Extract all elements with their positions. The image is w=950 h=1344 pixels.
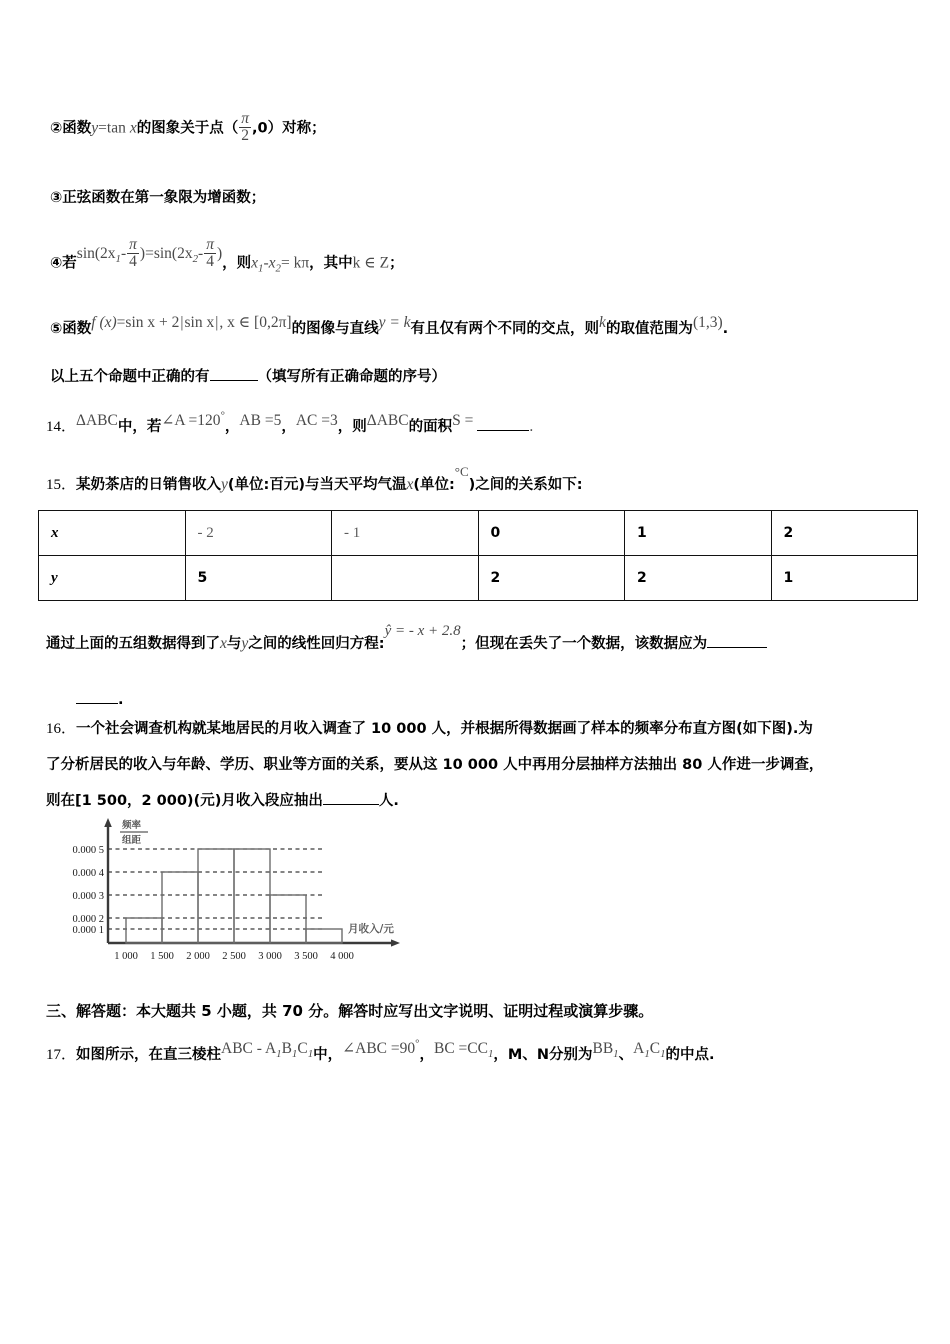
q17-comma-2: ， bbox=[493, 1047, 508, 1063]
q14-comma-1: ， bbox=[224, 419, 240, 435]
item2-fraction-numerator: π bbox=[241, 110, 250, 127]
q16-text-line-3a: 则在[1 500，2 000)(元)月收入段应抽出 bbox=[46, 793, 323, 809]
item2-marker: ② bbox=[50, 120, 63, 137]
table-cell-x-2: - 1 bbox=[332, 511, 479, 556]
proposition-item-3 bbox=[50, 186, 265, 207]
q17-bb1: BB bbox=[592, 1040, 614, 1057]
q17-bb1-sub: 1 bbox=[613, 1048, 619, 1061]
q17-prism-c: C bbox=[297, 1040, 308, 1057]
q14-text-1: 中，若 bbox=[117, 419, 162, 435]
summary-text-after: （填写所有正确命题的序号） bbox=[257, 369, 446, 385]
section-3-heading bbox=[46, 1000, 653, 1021]
y-tick-labels bbox=[73, 845, 105, 936]
q15-answer-blank-part2[interactable] bbox=[76, 688, 118, 704]
q17-a1c1-a: A bbox=[633, 1040, 645, 1057]
question-16-line-3 bbox=[46, 789, 399, 810]
q17-bc-condition bbox=[433, 1040, 494, 1061]
item2-tail-text: 对称； bbox=[282, 120, 326, 137]
propositions-summary bbox=[50, 365, 446, 386]
histogram-svg bbox=[48, 812, 418, 990]
q15-regression-equation: ŷ = - x + 2.8 bbox=[384, 623, 461, 639]
question-15-continuation bbox=[46, 623, 767, 653]
y-tick-0.0005: 0.000 5 bbox=[72, 845, 104, 856]
item4-lead: 若 bbox=[62, 255, 77, 272]
item2-equals: = bbox=[98, 119, 107, 137]
proposition-item-2 bbox=[50, 112, 326, 146]
item4-marker: ④ bbox=[50, 255, 63, 272]
x-tick-3000: 3 000 bbox=[258, 951, 282, 962]
item2-tan: tan bbox=[106, 119, 126, 137]
x-tick-3500: 3 500 bbox=[294, 951, 318, 962]
proposition-item-5 bbox=[50, 314, 729, 338]
y-tick-0.0004: 0.000 4 bbox=[72, 868, 104, 879]
question-16-line-2 bbox=[46, 753, 823, 774]
x-tick-2500: 2 500 bbox=[222, 951, 246, 962]
item2-mid-text: 的图象关于点（ bbox=[136, 120, 239, 137]
item4-x1-sub: 1 bbox=[258, 262, 264, 275]
q17-prism-sub-3: 1 bbox=[307, 1048, 314, 1061]
q17-angle-condition bbox=[342, 1037, 420, 1057]
q15-answer-blank-part1[interactable] bbox=[707, 632, 767, 648]
item5-range-value: (1,3) bbox=[692, 314, 723, 331]
item5-mid-text-3: 的取值范围为 bbox=[605, 321, 693, 337]
q15-data-table bbox=[38, 510, 918, 601]
item2-variable: x bbox=[129, 119, 137, 137]
q14-comma-3: ，则 bbox=[337, 419, 367, 435]
q14-number: 14． bbox=[46, 419, 77, 435]
q17-prism-sub-2: 1 bbox=[291, 1048, 298, 1061]
table-row-label-x: x bbox=[39, 511, 186, 556]
item4-frac-num-left: π bbox=[129, 236, 137, 253]
q17-prism-abc: ABC - A bbox=[221, 1040, 277, 1057]
q17-prism-name bbox=[221, 1040, 314, 1061]
q15-after-e: . bbox=[118, 692, 124, 708]
q14-comma-2: ， bbox=[281, 419, 296, 435]
item4-mid-text: ，则 bbox=[222, 255, 252, 272]
q17-prism-sub-1: 1 bbox=[276, 1048, 282, 1061]
q14-angle-a: ∠A =120 bbox=[161, 412, 221, 429]
table-cell-x-4: 1 bbox=[625, 511, 772, 556]
item4-fraction-pi-over-4-right bbox=[204, 237, 216, 271]
proposition-item-4 bbox=[50, 236, 404, 281]
q17-bc-equation: BC =CC bbox=[433, 1040, 488, 1057]
table-row-x bbox=[39, 511, 918, 556]
table-cell-y-4: 2 bbox=[625, 556, 772, 601]
q16-answer-blank[interactable] bbox=[323, 789, 379, 805]
table-cell-y-5: 1 bbox=[771, 556, 918, 601]
item5-equals: = bbox=[116, 314, 126, 331]
item5-abs-content: sin x bbox=[184, 314, 215, 331]
q15-after-c: 之间的线性回归方程: bbox=[248, 636, 385, 652]
q17-angle-abc: ∠ABC =90 bbox=[342, 1040, 416, 1057]
item2-fraction-denominator: 2 bbox=[241, 127, 249, 145]
q17-a1c1-c: C bbox=[649, 1040, 661, 1057]
table-row-label-y: y bbox=[39, 556, 186, 601]
q15-after-a: 通过上面的五组数据得到了 bbox=[46, 636, 220, 652]
q17-bb1-segment bbox=[592, 1040, 619, 1061]
q14-end: . bbox=[529, 418, 534, 435]
y-axis-arrow bbox=[104, 818, 112, 827]
item5-function-def bbox=[91, 316, 291, 331]
item4-equals: = bbox=[145, 245, 154, 263]
item5-end: . bbox=[722, 321, 729, 337]
y-axis-label-numerator: 频率 bbox=[122, 820, 142, 831]
q15-stem-a: 某奶茶店的日销售收入 bbox=[76, 477, 222, 493]
q15-y-variable: y bbox=[221, 476, 228, 493]
item3-text: 正弦函数在第一象限为增函数； bbox=[62, 190, 266, 206]
x-tick-labels bbox=[114, 951, 354, 962]
q15-unit-celsius: °C bbox=[454, 464, 469, 479]
question-14 bbox=[46, 409, 534, 436]
x-axis-arrow bbox=[391, 939, 400, 946]
q15-stem-d: )之间的关系如下: bbox=[468, 477, 583, 493]
q14-angle-condition bbox=[161, 409, 225, 429]
q14-area-symbol: S = bbox=[452, 412, 474, 429]
item4-x1: x bbox=[251, 254, 259, 272]
table-row-y bbox=[39, 556, 918, 601]
q14-text-2: 的面积 bbox=[408, 419, 453, 435]
item4-difference-minus: - bbox=[263, 254, 269, 272]
item4-k-in-z: k ∈ Z bbox=[352, 254, 390, 272]
item5-f-of-x: f (x) bbox=[91, 314, 117, 331]
q17-comma-3: 、 bbox=[618, 1047, 634, 1063]
item4-paren-left: ) bbox=[139, 245, 146, 263]
q17-text-1: 中， bbox=[313, 1047, 343, 1063]
bar-1000-1500 bbox=[126, 918, 162, 943]
summary-answer-blank[interactable] bbox=[210, 365, 258, 381]
item4-x2-sub: 2 bbox=[275, 262, 281, 275]
x-tick-1000: 1 000 bbox=[114, 951, 138, 962]
y-axis-label-denominator: 组距 bbox=[122, 835, 142, 846]
q15-number: 15． bbox=[46, 477, 77, 493]
section-3-heading-text: 三、解答题：本大题共 5 小题，共 70 分。解答时应写出文字说明、证明过程或演算步骤。 bbox=[46, 1002, 654, 1020]
histogram-bars bbox=[126, 849, 342, 943]
bar-3000-3500 bbox=[270, 895, 306, 943]
question-17 bbox=[46, 1037, 715, 1066]
item4-end: ； bbox=[389, 255, 404, 272]
item2-lead: 函数 bbox=[62, 120, 92, 137]
q14-ab-length: AB =5 bbox=[239, 412, 282, 429]
q17-comma-1: ， bbox=[419, 1047, 434, 1063]
item4-sub-1: 1 bbox=[115, 253, 121, 266]
q15-stem-c: (单位: bbox=[413, 477, 455, 493]
item2-fraction-pi-over-2 bbox=[239, 111, 251, 145]
item3-marker: ③ bbox=[50, 190, 63, 206]
item4-frac-den-left: 4 bbox=[129, 253, 137, 271]
x-tick-2000: 2 000 bbox=[186, 951, 210, 962]
item4-paren-right: ) bbox=[216, 245, 223, 263]
item5-mid-text-2: 有且仅有两个不同的交点，则 bbox=[410, 321, 600, 337]
q15-after-d: ；但现在丢失了一个数据，该数据应为 bbox=[460, 636, 708, 652]
q16-text-line-1: 一个社会调查机构就某地居民的月收入调查了 10 000 人，并根据所得数据画了样本的频率分布直方图(如下图).为 bbox=[76, 721, 813, 737]
bar-1500-2000 bbox=[162, 872, 198, 943]
x-tick-1500: 1 500 bbox=[150, 951, 174, 962]
item4-tail-text: ，其中 bbox=[309, 255, 353, 272]
q17-degree: ° bbox=[415, 1037, 420, 1050]
x-tick-4000: 4 000 bbox=[330, 951, 354, 962]
x-axis-label: 月收入/元 bbox=[348, 923, 394, 935]
q15-x-variable: x bbox=[406, 476, 414, 493]
item2-coordinate: ,0） bbox=[252, 120, 283, 137]
q17-number: 17． bbox=[46, 1047, 77, 1063]
item5-marker: ⑤ bbox=[50, 321, 63, 337]
item4-minus-left: - bbox=[120, 245, 127, 263]
question-15-answer-line-2 bbox=[76, 688, 124, 709]
item5-abs-bar-close: | bbox=[215, 314, 219, 331]
item2-function-var: y bbox=[91, 119, 99, 137]
q15-after-b: 与 bbox=[226, 636, 242, 652]
item4-sin-left: sin(2x bbox=[76, 245, 116, 263]
item4-equation bbox=[76, 236, 223, 271]
q14-triangle-1: ΔABC bbox=[76, 412, 118, 429]
item4-frac-num-right: π bbox=[206, 236, 214, 253]
question-16-line-1 bbox=[46, 717, 813, 738]
q17-mn-points: M、N bbox=[507, 1047, 549, 1063]
q17-a1c1-segment bbox=[633, 1040, 666, 1061]
summary-text-before: 以上五个命题中正确的有 bbox=[50, 369, 210, 385]
gridlines bbox=[108, 849, 323, 929]
item5-mid-text-1: 的图像与直线 bbox=[291, 321, 379, 337]
frequency-distribution-histogram bbox=[48, 812, 418, 990]
q17-prism-b: B bbox=[281, 1040, 292, 1057]
item5-line-eq-text: y = k bbox=[378, 314, 411, 331]
q15-stem-b: (单位:百元)与当天平均气温 bbox=[227, 477, 407, 493]
item4-frac-den-right: 4 bbox=[206, 253, 214, 271]
item5-k-variable: k bbox=[599, 314, 606, 331]
item4-fraction-pi-over-4-left bbox=[127, 237, 139, 271]
item4-result: = kπ bbox=[280, 254, 310, 272]
bar-3500-4000 bbox=[306, 929, 342, 943]
q15-after-x: x bbox=[220, 635, 227, 652]
item4-sin-right: sin(2x bbox=[153, 245, 193, 263]
table-cell-y-3: 2 bbox=[478, 556, 625, 601]
q16-number: 16． bbox=[46, 721, 77, 737]
q16-text-line-2: 了分析居民的收入与年龄、学历、职业等方面的关系，要从这 10 000 人中再用分层抽样方法抽出 80 人作进一步调查， bbox=[46, 757, 824, 773]
q17-text-2: 分别为 bbox=[548, 1047, 593, 1063]
table-cell-x-3: 0 bbox=[478, 511, 625, 556]
q14-ac-length: AC =3 bbox=[295, 412, 338, 429]
table-cell-y-1: 5 bbox=[185, 556, 332, 601]
item5-abs-bar-open: | bbox=[180, 314, 184, 331]
item5-lead: 函数 bbox=[62, 321, 92, 337]
q16-text-line-3b: 人. bbox=[378, 793, 399, 809]
item5-body: sin x + 2 bbox=[125, 314, 180, 331]
y-tick-0.0002: 0.000 2 bbox=[72, 914, 104, 925]
item4-minus-right: - bbox=[198, 245, 204, 263]
q14-triangle-2: ΔABC bbox=[366, 412, 409, 429]
item4-sub-2: 2 bbox=[192, 253, 199, 266]
q17-a1c1-sub-2: 1 bbox=[660, 1048, 666, 1061]
table-cell-y-2-missing bbox=[332, 556, 479, 601]
q15-after-y: y bbox=[241, 635, 249, 652]
q17-bc-sub: 1 bbox=[487, 1048, 494, 1061]
item5-domain: , x ∈ [0,2π] bbox=[219, 314, 292, 331]
table-cell-x-5: 2 bbox=[771, 511, 918, 556]
y-tick-0.0001: 0.000 1 bbox=[72, 925, 104, 936]
item4-x2: x bbox=[268, 254, 276, 272]
table-cell-x-1: - 2 bbox=[185, 511, 332, 556]
y-tick-0.0003: 0.000 3 bbox=[72, 891, 104, 902]
y-axis-label bbox=[120, 819, 148, 846]
question-15-stem bbox=[46, 464, 583, 494]
q17-text-3: 的中点. bbox=[665, 1047, 715, 1063]
q17-lead: 如图所示，在直三棱柱 bbox=[76, 1047, 222, 1063]
q14-degree-1: ° bbox=[220, 409, 225, 422]
q14-answer-blank[interactable] bbox=[477, 415, 529, 431]
q17-a1c1-sub-1: 1 bbox=[644, 1048, 650, 1061]
item5-line-equation bbox=[379, 316, 411, 331]
